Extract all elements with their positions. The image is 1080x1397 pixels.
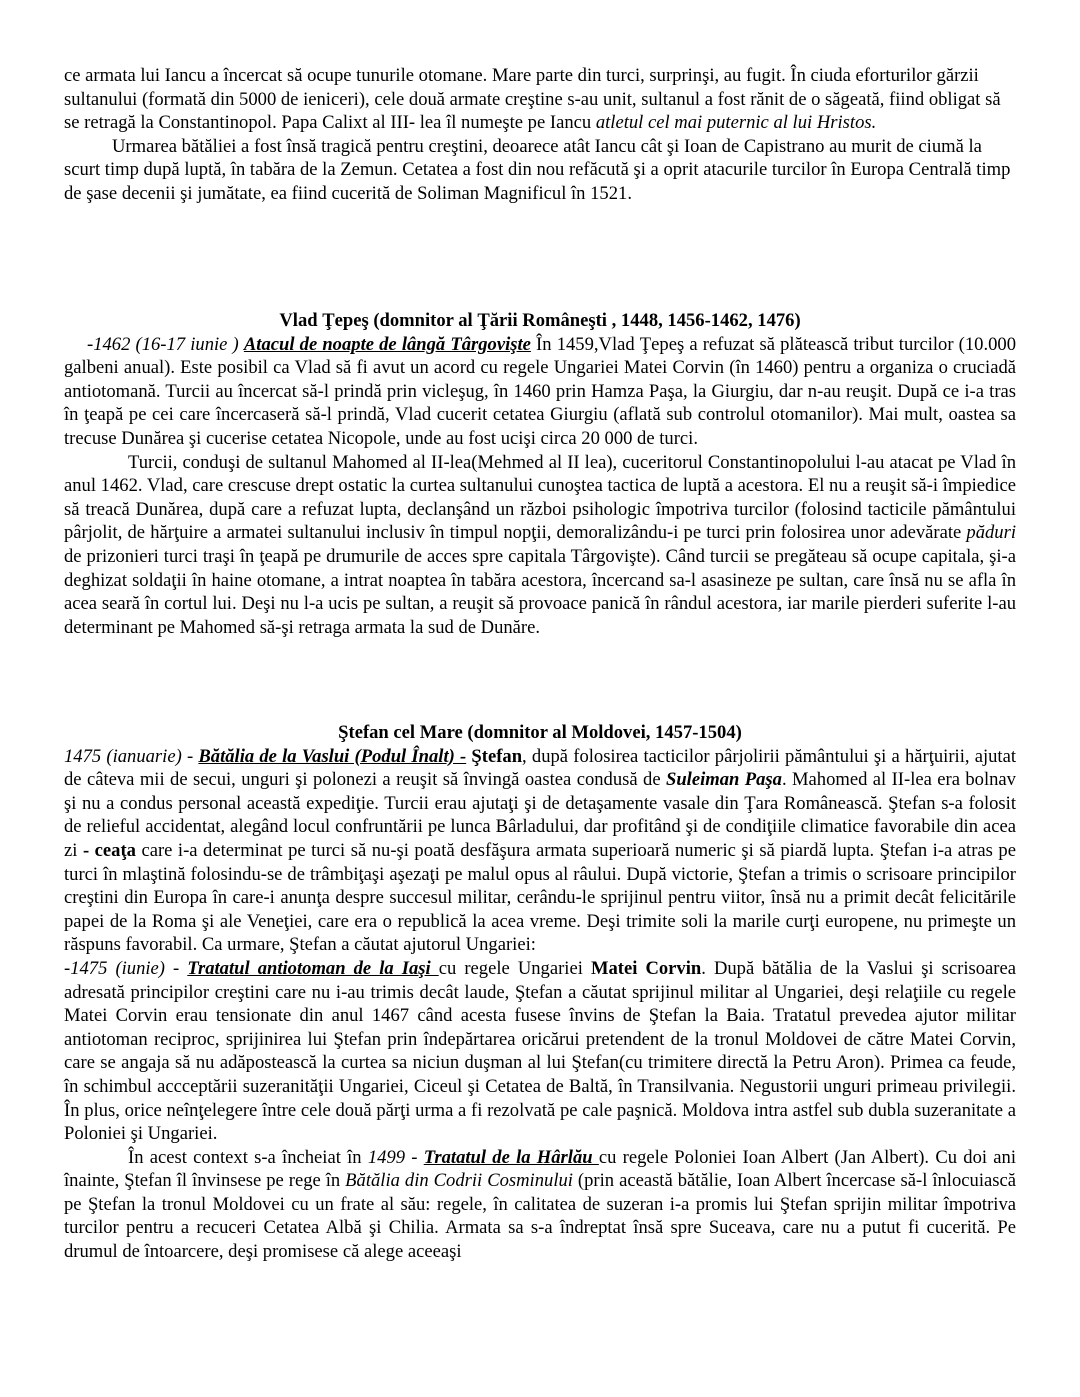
bold-text: Ştefan (471, 745, 523, 767)
event-title: Atacul de noapte de lângă Târgovişte (243, 333, 531, 355)
hunyadi-section (64, 64, 1016, 206)
event-title: Tratatul de la Hârlău (423, 1146, 599, 1168)
bold-italic-text: Suleiman Paşa (665, 769, 782, 791)
section-heading: Vlad Ţepeş (domnitor al Ţării Româneşti , 1448, 1456-1462, 1476) (279, 310, 801, 331)
paragraph (64, 1146, 1016, 1264)
text: . Mahomed al II-lea era bolnav şi nu a condus personal această expediţie. Turcii erau ajutaţi şi de detaşamente vasale din Ţara Românească. Ştefan s-a folosit de relieful accidentat, alegând locul confruntării pe lunca Bârladului, dar profitând şi de condiţiile climatice favorabile din acea zi (64, 769, 1016, 861)
text: ce armata lui Iancu a încercat să ocupe tunurile otomane. Mare parte din turci, surprinşi, au fugit. În ciuda eforturilor gărzii sultanului (formată din 5000 de ieniceri), cele două armate creştine s-au unit, sultanul a fost rănit de o săgeată, fiind obligat să se retragă la Constantinopol. Papa Calixt al III- lea îl numeşte pe Iancu (64, 65, 1001, 134)
date-text: 1499 (367, 1146, 406, 1168)
bold-text: - ceaţa (82, 839, 136, 861)
event-title: Tratatul antiotoman de la Iaşi (187, 957, 439, 979)
italic-text: atletul cel mai puternic al lui Hristos. (595, 112, 877, 134)
date-text: -1462 (16-17 iunie ) (87, 333, 244, 355)
text: cu regele Ungariei (438, 957, 591, 979)
italic-text: păduri (966, 522, 1016, 544)
paragraph (64, 957, 1016, 1146)
text: . După bătălia de la Vaslui şi scrisoarea adresată principilor creştini care nu i-au trimis decât laude, Ştefan a căutat sprijinul militar al Ungariei, deşi relaţiile cu regele Matei Corvin erau tensionate din anul 1467 când acesta fusese învins de Ştefan la Baia. Tratatul prevedea ajutor militar antiotoman reciproc, sprijinirea lui Ştefan prin îndepărtarea oricărui pretendent de la tronul Moldovei de către Matei Corvin, care se angaja să nu adăpostească la curtea sa niciun duşman al lui Ştefan(cu trimitere directă la Petru Aron). Primea ca feude, în schimbul accceptării suzeranităţii Ungariei, Ciceul şi Cetatea de Baltă, în Transilvania. Negustorii unguri primeau privilegii. În plus, orice neînţelegere între cele două părţi urma a fi rezolvată pe cale paşnică. Moldova intra astfel sub dubla suzeranitate a Poloniei şi Ungariei. (64, 957, 1016, 1145)
stefan-cel-mare-section (64, 721, 1016, 1264)
paragraph (64, 451, 1016, 640)
event-title: Bătălia de la Vaslui (Podul Înalt) - (198, 745, 467, 767)
text: care i-a determinat pe turci să nu-şi poată desfăşura armata superioară numeric şi să piardă lupta. Ştefan i-a atras pe turci în mlaştină folosindu-se de trâmbiţaşi aşezaţi pe malul opus al râului. După victorie, Ştefan a trimis o scrisoare principilor creştini din Europa în care-i anunţa despre succesul militar, cerându-le sprijinul pentru viitor, însă nu a primit decât felicitările papei de la Roma şi ale Veneţiei, care era o republică la acea vreme. Deşi trimite soli la marile curţi europene, nu primeşte un răspuns favorabil. Ca urmare, Ştefan a căutat ajutorul Ungariei: (64, 839, 1016, 956)
paragraph (64, 745, 1016, 957)
text: - (405, 1146, 424, 1168)
date-text: -1475 (iunie) - (64, 957, 188, 979)
date-text: 1475 (ianuarie) - (64, 745, 199, 767)
paragraph (64, 64, 1016, 135)
text: (prin această bătălie, Ioan Albert încercase să-l înlocuiască pe Ştefan la tronul Moldovei cu un frate al său: regele, în calitatea de suzeran i-a promis lui Ştefan sprijin militar împotriva turcilor pentru a recuceri Cetatea Albă şi Chilia. Armata sa s-a îndreptat însă spre Suceava, care nu a putut fi cucerită. Pe drumul de întoarcere, deşi promisese că alege aceeaşi (64, 1170, 1016, 1263)
text: , după folosirea tacticilor pârjolirii pământului şi a hărţuirii, ajutat de câteva mii de secui, unguri şi polonezi a reuşit să învingă oastea condusă de (64, 745, 1017, 791)
text: În acest context s-a încheiat în (128, 1146, 368, 1168)
section-heading: Ştefan cel Mare (domnitor al Moldovei, 1457-1504) (338, 722, 742, 743)
paragraph (64, 333, 1016, 451)
paragraph: Urmarea bătăliei a fost însă tragică pentru creştini, deoarece atât Iancu cât şi Ioan de Capistrano au murit de ciumă la scurt timp după luptă, în tabăra de la Zemun. Cetatea a fost din nou refăcută şi a oprit atacurile turcilor în Europa Centrală timp de şase decenii şi jumătate, ea fiind cucerită de Soliman Magnificul în 1521. (64, 135, 1011, 204)
text: cu regele Poloniei Ioan Albert (Jan Albert). Cu doi ani înainte, Ştefan îl învinsese pe rege în (64, 1146, 1016, 1192)
italic-text: Bătălia din Codrii Cosminului (345, 1170, 573, 1192)
text: Turcii, conduşi de sultanul Mahomed al II-lea(Mehmed al II lea), cuceritorul Constantinopolului l-au atacat pe Vlad în anul 1462. Vlad, care crescuse drept ostatic la curtea sultanului cunoştea tactica de luptă a acestora. El nu a reuşit să-i împiedice să treacă Dunărea, după care a refuzat lupta, declanşând un război psihologic împotriva turcilor (folosind tacticile pământului pârjolit, de hărţuire a armatei sultanului inclusiv în timpul nopţii, demoralizându-i pe turci prin folosirea unor adevărate (64, 451, 1016, 544)
bold-text: Matei Corvin (590, 957, 702, 979)
text: de prizonieri turci traşi în ţeapă pe drumurile de acces spre capitala Târgovişte). Când turcii se pregăteau să ocupe capitala, şi-a deghizat soldaţii în haine otomane, a intrat noaptea în tabăra acestora, încercand sa-l asasineze pe sultan, care însă nu se afla în acea seară în cortul lui. Deşi nu l-a ucis pe sultan, a reuşit să provoace panică în rândul acestora, iar marile pierderi suferite l-au determinant pe Mahomed să-şi retraga armata la sud de Dunăre. (64, 545, 1016, 638)
vlad-tepes-section (64, 309, 1016, 639)
text: În 1459,Vlad Ţepeş a refuzat să plătească tribut turcilor (10.000 galbeni anual). Este posibil ca Vlad să fi avut un acord cu regele Ungariei Matei Corvin (în 1460) pentru a organiza o cruciadă antiotomană. Turcii au încercat să-l prindă prin vicleşug, în 1460 prin Hamza Paşa, la Giurgiu, dar n-au reuşit. După ce i-a tras în ţeapă pe cei care încercaseră să-l prindă, Vlad cucerit cetatea Giurgiu (aflată sub controlul otomanilor). Mai mult, oastea sa trecuse Dunărea şi cucerise cetatea Nicopole, unde au fost ucişi circa 20 000 de turci. (64, 333, 1016, 449)
